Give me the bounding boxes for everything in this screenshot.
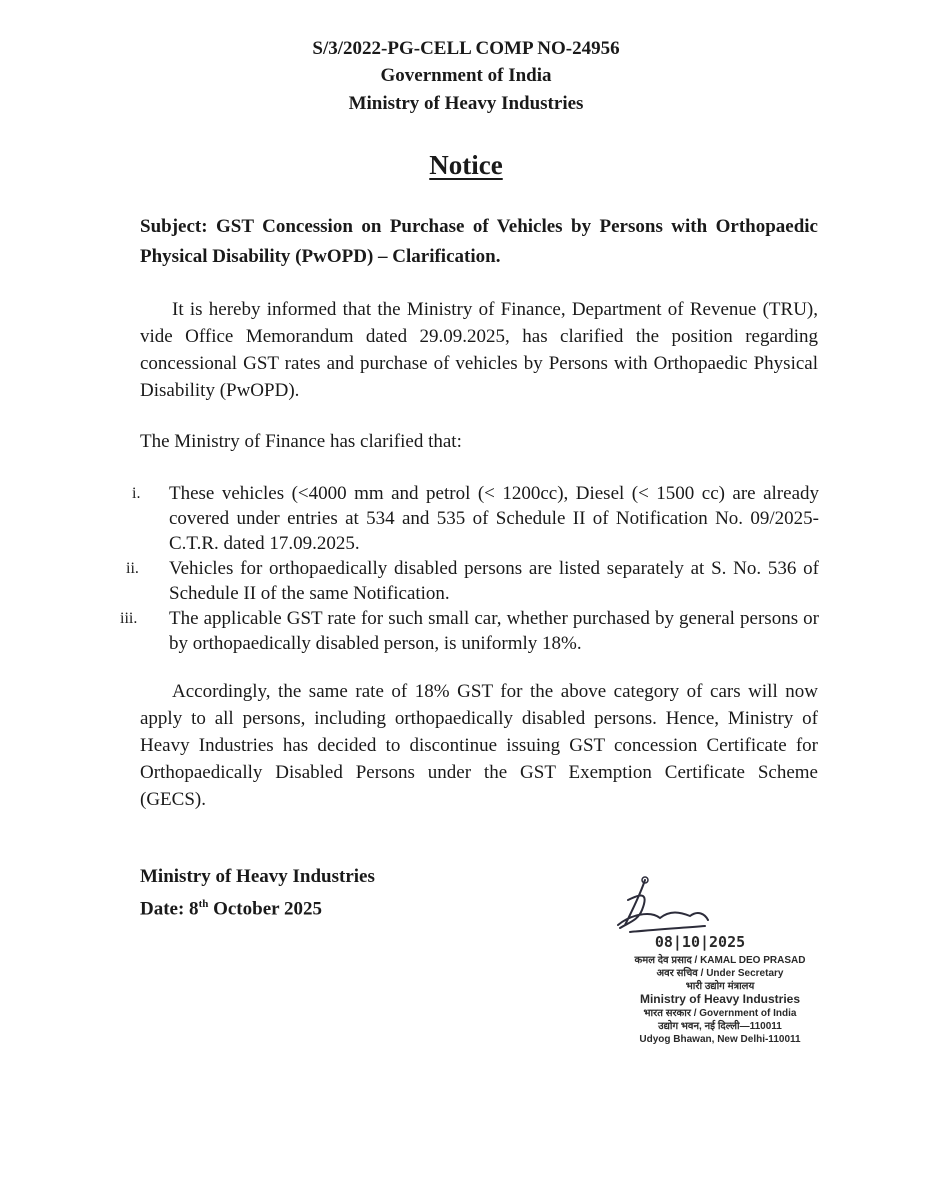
paragraph-intro-text: It is hereby informed that the Ministry of Finance, Department of Revenue (TRU), vide Office Memorandum dated 29.09.2025, has clarified the position regarding concessional GST rates and purchase of vehicles by Persons with Orthopaedic Physical Disability (PwOPD). (140, 299, 818, 401)
stamp-ministry-hindi: भारी उद्योग मंत्रालय (685, 981, 755, 992)
stamp-designation: अवर सचिव / Under Secretary (656, 968, 784, 979)
stamp-government: भारत सरकार / Government of India (643, 1008, 797, 1019)
government-heading: Government of India (380, 65, 552, 86)
footer-ministry: Ministry of Heavy Industries (140, 866, 375, 887)
notice-title: Notice (429, 150, 503, 180)
stamp-address-hindi: उद्योग भवन, नई दिल्ली—110011 (658, 1021, 782, 1032)
list-item-text: The applicable GST rate for such small car, whether purchased by general persons or by orthopaedically disabled person, is uniformly 18%. (169, 608, 819, 654)
file-number: S/3/2022-PG-CELL COMP NO-24956 (312, 38, 620, 59)
subject-line: Subject: GST Concession on Purchase of Vehicles by Persons with Orthopaedic Physical Disability (PwOPD) – Clarification. (140, 216, 818, 267)
handwritten-date: 08|10|2025 (654, 933, 746, 951)
footer-date-suffix: th (198, 898, 209, 910)
stamp-address-english: Udyog Bhawan, New Delhi-110011 (639, 1034, 801, 1045)
footer-date-label: Date: 8 (140, 898, 199, 920)
signature-stamp (590, 870, 850, 1050)
list-item-number: ii. (126, 560, 139, 577)
list-item-text: These vehicles (<4000 mm and petrol (< 1200cc), Diesel (< 1500 cc) are already covered under entries at 534 and 535 of Schedule II of Notification No. 09/2025-C.T.R. dated 17.09.2025. (169, 483, 819, 554)
list-item-number: i. (132, 485, 141, 502)
list-item-number: iii. (120, 610, 138, 627)
paragraph-intro (140, 296, 818, 404)
paragraph-clarified: The Ministry of Finance has clarified that: (140, 431, 462, 452)
footer-date (140, 891, 322, 922)
stamp-name: कमल देव प्रसाद / KAMAL DEO PRASAD (634, 955, 806, 966)
footer-date-rest: October 2025 (208, 898, 322, 920)
list-item-text: Vehicles for orthopaedically disabled persons are listed separately at S. No. 536 of Schedule II of the same Notification. (169, 558, 819, 604)
paragraph-accordingly (140, 678, 818, 813)
stamp-ministry-english: Ministry of Heavy Industries (639, 992, 801, 1006)
ministry-heading: Ministry of Heavy Industries (348, 93, 584, 114)
paragraph-accordingly-text: Accordingly, the same rate of 18% GST for the above category of cars will now apply to all persons, including orthopaedically disabled persons. Hence, Ministry of Heavy Industries has decided to discontinue issuing GST concession Certificate for Orthopaedically Disabled Persons under the GST Exemption Certificate Scheme (GECS). (140, 681, 818, 810)
